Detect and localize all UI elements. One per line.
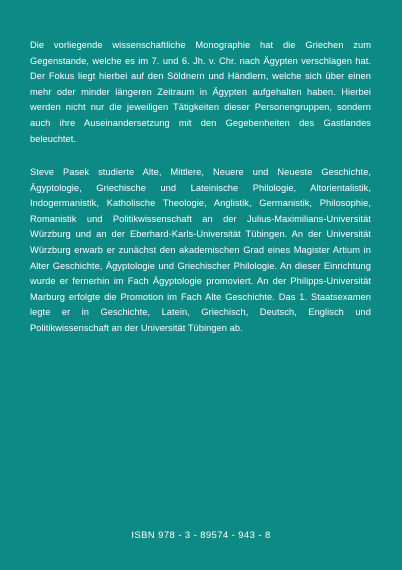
book-description-paragraph: Die vorliegende wissenschaftliche Monographie hat die Griechen zum Gegenstande, welche es im 7. und 6. Jh. v. Chr. nach Ägypten verschlagen hat. Der Fokus liegt hierbei auf den Söldnern und Händlern, welche sich über einen mehr oder minder längeren Zeitraum in Ägypten aufgehalten haben. Hierbei werden nicht nur die jeweiligen Tätigkeiten dieser Personengruppen, sondern auch ihre Auseinandersetzung mit den Gegebenheiten des Gastlandes beleuchtet. — [30, 40, 371, 144]
isbn-number: ISBN 978 - 3 - 89574 - 943 - 8 — [131, 530, 271, 541]
author-biography-paragraph: Steve Pasek studierte Alte, Mittlere, Neuere und Neueste Geschichte, Ägyptologie, Griechische und Lateinische Philologie, Altorientalistik, Indogermanistik, Katholische Theologie, Anglistik, Germanistik, Philosophie, Romanistik und Politikwissenschaft an der Julius-Maximilians-Universität Würzburg und an der Eberhard-Karls-Universität Tübingen. An der Universität Würzburg erwarb er zunächst den akademischen Grad eines Magister Artium in Alter Geschichte, Ägyptologie und Griechischer Philologie. An dieser Einrichtung wurde er fernerhin im Fach Ägyptologie promoviert. An der Philipps-Universität Marburg erfolgte die Promotion im Fach Alte Geschichte. Das 1. Staatsexamen legte er in Geschichte, Latein, Griechisch, Deutsch, Englisch und Politikwissenschaft an der Universität Tübingen ab. — [30, 167, 371, 333]
